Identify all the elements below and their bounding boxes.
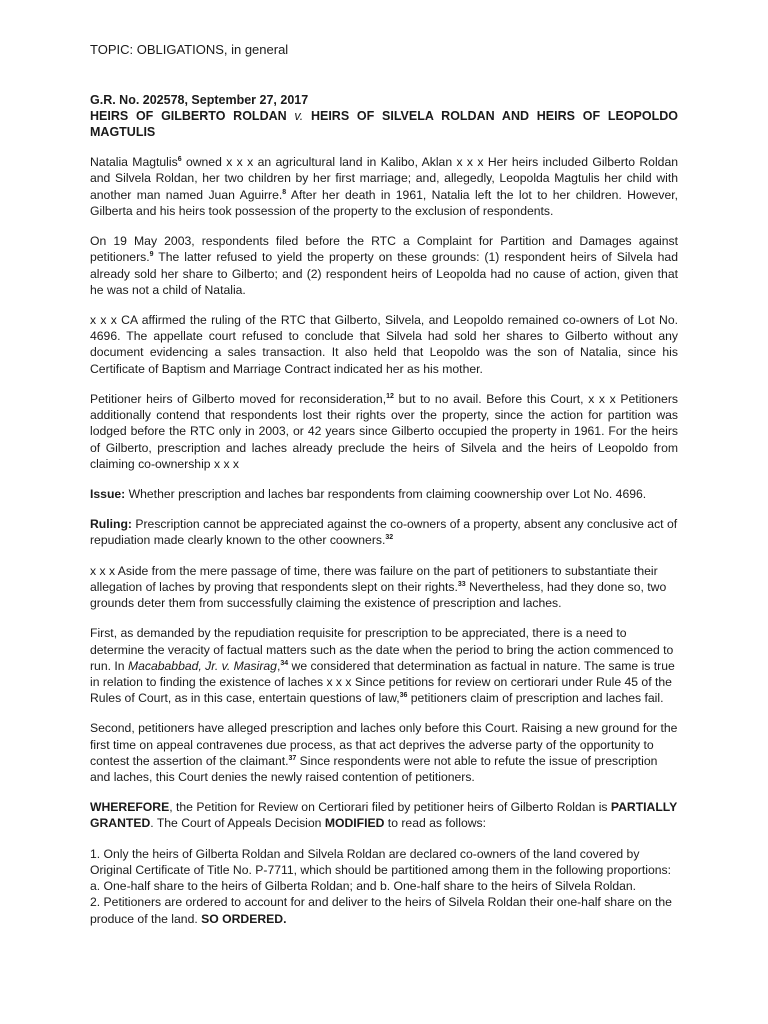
topic-heading: TOPIC: OBLIGATIONS, in general: [90, 42, 289, 57]
facts-paragraph-2: [90, 233, 678, 298]
ruling-label: Ruling:: [90, 517, 132, 532]
text-run: . The Court of Appeals Decision: [150, 816, 325, 831]
text-run: Nevertheless, had they done so, two grounds deter them from successfully claiming the existence of prescription and laches.: [90, 579, 667, 611]
ruling-paragraph-1: [90, 516, 678, 548]
footnote-ref: 6: [177, 156, 182, 164]
text-run: ,: [276, 658, 281, 673]
issue-label: Issue:: [90, 486, 126, 501]
text-run: Natalia Magtulis: [90, 155, 178, 170]
case-title-part1: HEIRS OF GILBERTO ROLDAN: [90, 109, 295, 123]
modified-label: MODIFIED: [324, 816, 385, 831]
so-ordered-label: SO ORDERED.: [201, 911, 287, 926]
ruling-paragraph-4: [90, 720, 678, 785]
footnote-ref: 8: [282, 188, 287, 196]
partially-granted-label: PARTIALLY GRANTED: [90, 800, 678, 831]
text-run: 2. Petitioners are ordered to account for and deliver to the heirs of Silvela Roldan their one-half share on the produce of the land.: [90, 895, 672, 926]
text-run: x x x Aside from the mere passage of time, there was failure on the part of petitioners to substantiate their allegation of laches by proving that respondents slept on their rights.: [90, 563, 658, 594]
dispositive-paragraph: [90, 799, 678, 831]
text-run: Since respondents were not able to refute the issue of prescription and laches, this Court denies the newly raised contention of petitioners.: [90, 753, 658, 785]
text-run: , the Petition for Review on Certiorari filed by petitioner heirs of Gilberto Roldan is: [169, 800, 611, 815]
text-run: to read as follows:: [384, 816, 487, 831]
issue-paragraph: [90, 486, 678, 502]
ruling-paragraph-2: [90, 563, 678, 612]
text-run: First, as demanded by the repudiation requisite for prescription to be appreciated, there is a need to determine the veracity of factual matters such as the date when the period to bring the action commenced to run. In: [90, 626, 674, 673]
footnote-ref: 33: [457, 580, 466, 588]
text-run: The latter refused to yield the property on these grounds: (1) respondent heirs of Silvela had already sold her share to Gilberto; and (2) respondent heirs of Leopolda had no cause of action, given that he was not a child of Natalia.: [90, 250, 678, 297]
case-title-versus: v.: [294, 109, 304, 123]
wherefore-label: WHEREFORE: [90, 800, 170, 815]
issue-text: Whether prescription and laches bar respondents from claiming coownership over Lot No. 4696.: [125, 486, 647, 501]
case-citation: Macababbad, Jr. v. Masirag: [127, 658, 277, 673]
case-title-part2: HEIRS OF SILVELA ROLDAN AND HEIRS OF LEOPOLDO MAGTULIS: [90, 109, 678, 139]
text-run: owned x x x an agricultural land in Kalibo, Aklan x x x Her heirs included Gilberto Roldan and Silvela Roldan, her two children by her first marriage; and, allegedly, Leopolda Magtulis her child with another man named Juan Aguirre.: [90, 155, 678, 202]
footnote-ref: 36: [399, 692, 408, 700]
text-run: On 19 May 2003, respondents filed before the RTC a Complaint for Partition and Damages against petitioners.: [90, 234, 678, 265]
facts-paragraph-3: x x x CA affirmed the ruling of the RTC that Gilberto, Silvela, and Leopoldo remained co-owners of Lot No. 4696. The appellate court refused to conclude that Silvela had sold her shares to Gilberto without any document evidencing a sales transaction. It also held that Leopoldo was the son of Natalia, since his Certificate of Baptism and Marriage Contract indicated her as his mother.: [90, 313, 678, 376]
text-run: petitioners claim of prescription and laches fail.: [407, 691, 664, 706]
text-run: we considered that determination as factual in nature. The same is true in relation to finding the existence of laches x x x Since petitions for review on certiorari under Rule 45 of the Rules of Court, as in this case, entertain questions of law,: [90, 658, 675, 706]
text-run: but to no avail. Before this Court, x x x Petitioners additionally contend that respondents lost their rights over the property, since the action for partition was lodged before the RTC only in 2003, or 42 years since Gilberto occupied the property in 1961. For the heirs of Gilberto, prescription and laches already preclude the heirs of Silvela and the heirs of Leopoldo from claiming co-ownership x x x: [90, 391, 678, 471]
dispositive-item-2: [90, 894, 678, 926]
footnote-ref: 9: [149, 251, 154, 259]
dispositive-item-1: 1. Only the heirs of Gilberta Roldan and Silvela Roldan are declared co-owners of the land covered by Original Certificate of Title No. P-7711, which should be partitioned among them in the following proportions: a. One-half share to the heirs of Gilberta Roldan; and b. One-half share to the heirs of Silvela Roldan.: [90, 846, 672, 894]
text-run: Second, petitioners have alleged prescription and laches only before this Court. Raising a new ground for the first time on appeal contravenes due process, as that act deprives the adverse party of the opportunity to contest the assertion of the claimant.: [90, 721, 678, 768]
case-title: [90, 109, 678, 140]
facts-paragraph-4: [90, 391, 678, 472]
ruling-text: Prescription cannot be appreciated against the co-owners of a property, absent any conclusive act of repudiation made clearly known to the other coowners.: [90, 517, 678, 548]
footnote-ref: 37: [288, 754, 297, 762]
text-run: After her death in 1961, Natalia left the lot to her children. However, Gilberta and his heirs took possession of the property to the exclusion of respondents.: [90, 187, 678, 218]
facts-paragraph-1: [90, 154, 678, 219]
text-run: Petitioner heirs of Gilberto moved for reconsideration,: [90, 391, 387, 406]
footnote-ref: 32: [385, 534, 394, 542]
dispositive-list: [90, 846, 678, 927]
footnote-ref: 12: [386, 392, 394, 400]
case-number: G.R. No. 202578, September 27, 2017: [90, 93, 309, 107]
ruling-paragraph-3: [90, 625, 678, 706]
footnote-ref: 34: [280, 659, 289, 667]
